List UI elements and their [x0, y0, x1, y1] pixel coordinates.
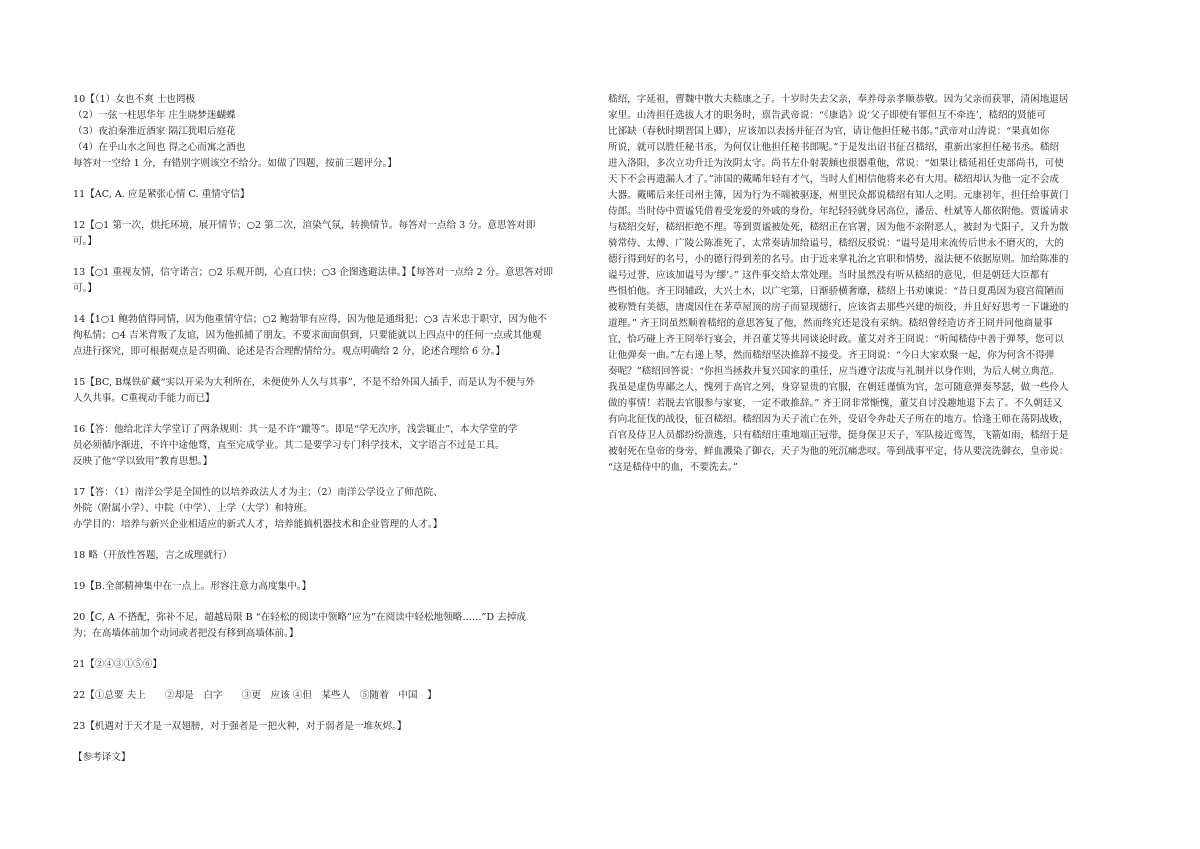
answer-line: 17【答：（1）南洋公学是全国性的以培养政法人才为主；（2）南洋公学设立了师范院、: [73, 487, 443, 498]
translation-line: 有向北征伐的战役，征召嵇绍。嵇绍因为天子流亡在外，受诏令奔赴天子所在的地方。恰逢王师在荡阴战败，: [608, 414, 1069, 425]
answer-paragraph: [73, 218, 603, 250]
answer-paragraph: [73, 92, 603, 172]
answer-line: 反映了他“学以致用”教育思想。】: [73, 456, 213, 467]
answer-line: 徇私情；○4 吉米背叛了友谊，因为他抓捕了朋友。不要求面面俱到，只要能就以上四点中的任何一点或其他观: [73, 330, 542, 341]
answer-line: 20【C, A 不搭配，弥补不足，超越局限 B “在轻松的阅读中领略”应为”在阅读中轻松地领略……”D 去掉成: [73, 612, 526, 623]
answer-line: 12【○1 第一次，烘托环境，展开情节；○2 第二次，渲染气氛，转换情节。每答对一点给 3 分。意思答对即: [73, 220, 536, 231]
translation-line: 宜，恰巧碰上齐王冏举行宴会，并召董艾等共同谈论时政。董艾对齐王冏说：“听闻嵇侍中善于弹琴，您可以: [608, 334, 1064, 345]
translation-line: 骑常侍、太傅、广陵公陈准死了，太常奏请加给谥号，嵇绍反驳说：“谥号是用来流传后世永不磨灭的，大的: [608, 238, 1064, 249]
answer-line: 办学目的：培养与新兴企业相适应的新式人才，培养能搞机器技术和企业管理的人才。】: [73, 519, 443, 530]
answer-key-column: [73, 92, 603, 766]
answer-line: 员必须循序渐进，不许中途他骛，直至完成学业。其二是要学习专门科学技术，文字语言不过是工具。: [73, 440, 505, 451]
answer-line: 可。】: [73, 236, 97, 247]
answer-line: 18 略（开放性答题，言之成理就行）: [73, 550, 233, 561]
answer-line: 可。】: [73, 283, 97, 294]
answer-paragraph: [73, 265, 603, 297]
answer-line: 10【（1）女也不爽 士也罔极: [73, 94, 196, 105]
answer-line: 23【机遇对于天才是一双翅膀，对于强者是一把火种，对于弱者是一堆灰烬。】: [73, 721, 407, 732]
answer-line: 【参考译文】: [73, 752, 131, 763]
translation-line: 让他弹奏一曲。”左右递上琴，然而嵇绍坚决推辞不接受。齐王冏说：“今日大家欢聚一起，你为何含不得弹: [608, 350, 1055, 361]
answer-line: 点进行探究，即可根据观点是否明确、论述是否合理酌情给分。观点明确给 2 分，论述合理给 6 分。】: [73, 346, 506, 357]
answer-line: 22【①总要 夫上 ②却是 白字 ③更 应该 ④但 某些人 ⑤随着 中国 】: [73, 690, 437, 701]
answer-paragraph: [73, 688, 603, 704]
answer-line: （4）在乎山水之间也 得之心而寓之酒也: [73, 142, 246, 153]
answer-paragraph: [73, 422, 603, 470]
answer-line: （3）夜泊秦淮近酒家 隔江犹唱后庭花: [73, 126, 236, 137]
answer-paragraph: [73, 312, 603, 360]
translation-line: 与嵇绍交好，嵇绍拒绝不理。等到贾谧被处死，嵇绍正在官署，因为他不亲附恶人，被封为弋阳子，又升为散: [608, 222, 1069, 233]
translation-line: 奏呢？”嵇绍回答说：“你担当拯救并复兴国家的重任，应当遵守法度与礼制并以身作则，为后人树立典范。: [608, 366, 1060, 377]
answer-line: 11【AC, A. 应是紧张心情 C. 重情守信】: [73, 189, 250, 200]
answer-paragraph: [73, 579, 603, 595]
translation-line: 我虽是虚伪卑鄙之人，愧列于高官之列，身穿显贵的官服，在朝廷谨慎为官，怎可随意弹奏琴瑟，做一些伶人: [608, 382, 1069, 393]
answer-paragraph: [73, 750, 603, 766]
answer-line: 为；在高墙体前加个动词或者把没有移到高墙体前。】: [73, 628, 299, 639]
answer-line: 21【②④③①⑤⑥】: [73, 659, 162, 670]
answer-line: 16【答：他给北洋大学堂订了两条规则：其一是不许“躐等”。即是“学无次序，浅尝辄止”，本大学堂的学: [73, 424, 518, 435]
answer-line: 每答对一空给 1 分，有错别字则该空不给分。如做了四题，按前三题评分。】: [73, 158, 397, 169]
answer-line: 14【1○1 鲍勃值得同情，因为他重情守信；○2 鲍勃罪有应得，因为他是通缉犯；○3 吉米忠于职守，因为他不: [73, 314, 547, 325]
translation-line: 侍郎。当时侍中贾谧凭借着受宠爱的外戚的身份，年纪轻轻就身居高位，潘岳、杜斌等人都依附他。贾谧请求: [608, 206, 1069, 217]
answer-paragraph: [73, 610, 603, 642]
translation-line: 做的事情！若脱去官服参与家宴，一定不敢推辞。” 齐王冏非常惭愧，董艾自讨没趣地退下去了。不久朝廷又: [608, 398, 1063, 409]
answer-paragraph: [73, 548, 603, 564]
translation-line: 百官及侍卫人员都纷纷溃逃，只有嵇绍庄重地端正冠带，挺身保卫天子，军队接近鸾驾，飞箭如雨，嵇绍于是: [608, 430, 1069, 441]
translation-line: 些惧怕他。齐王冏辅政，大兴土木，以广宅第，日渐骄横奢靡，嵇绍上书劝谏说：“昔日夏禹因为寝宫简陋而: [608, 286, 1064, 297]
translation-line: 谥号过誉，应该加谥号为‘缪’。” 这件事交给太常处理。当时虽然没有听从嵇绍的意见，但是朝廷大臣都有: [608, 270, 1049, 281]
answer-line: 15【BC, B煤铁矿藏“实以开采为大利所在，未便使外人久与其事”，不是不给外国人插手，而是认为不便与外: [73, 377, 535, 388]
answer-paragraph: [73, 375, 603, 407]
reference-translation-column: [608, 92, 1145, 476]
answer-paragraph: [73, 719, 603, 735]
translation-line: 道理。” 齐王冏虽然顺着嵇绍的意思答复了他，然而终究还是没有采纳。嵇绍曾经造访齐王冏并同他商量事: [608, 318, 1053, 329]
answer-line: 19【B.全部精神集中在一点上。形容注意力高度集中。】: [73, 581, 312, 592]
translation-line: 家里。山涛担任选拔人才的职务时，禀告武帝说：“《康诰》说‘父子即使有罪但互不牵连’，嵇绍的贤能可: [608, 110, 1046, 121]
translation-line: 进入洛阳，多次立功升迁为汝阴太守。尚书左仆射裴頠也很器重他，常说：“如果让嵇延祖任吏部尚书，可使: [608, 158, 1064, 169]
translation-line: 德行得到好的名号，小的德行得到差的名号。由于近来掌礼治之官职和情势，溢法便不依据原则。加给陈准的: [608, 254, 1069, 265]
answer-paragraph: [73, 187, 603, 203]
answer-line: 人久共事。C重视动手能力而已】: [73, 393, 215, 404]
answer-line: 13【○1 重视友情，信守诺言；○2 乐观开朗，心直口快；○3 企图逃避法律。】【每答对一点给 2 分。意思答对即: [73, 267, 553, 278]
translation-line: 比郤缺（春秋时期晋国上卿），应该加以表扬并征召为官，请让他担任秘书郎。”武帝对山涛说：“果真如你: [608, 126, 1050, 137]
answer-paragraph: [73, 657, 603, 673]
translation-line: 被称赞有美德，唐虞因住在茅草屋顶的房子而显现德行，应该省去那些兴建的烦役，并且好好思考一下谦逊的: [608, 302, 1069, 313]
translation-line: 所说，就可以胜任秘书丞，为何仅让他担任秘书郎呢。”于是发出诏书征召嵇绍，重新出家担任秘书丞。嵇绍: [608, 142, 1060, 153]
translation-line: 被射死在皇帝的身旁，鲜血溅染了御衣，天子为他的死沉痛悲叹。等到战事平定，侍从要浣洗御衣，皇帝说：: [608, 446, 1069, 457]
translation-line: “这是嵇侍中的血，不要洗去。”: [608, 462, 738, 473]
answer-paragraph: [73, 485, 603, 533]
translation-line: 天下不会再遗漏人才了。”沛国的戴晞年轻有才气，当时人们相信他将来必有大用。嵇绍却认为他一定不会成: [608, 174, 1060, 185]
translation-line: 嵇绍，字延祖，曹魏中散大夫嵇康之子。十岁时失去父亲，奉养母亲孝顺恭敬。因为父亲而获罪，清闲地退居: [608, 94, 1069, 105]
answer-line: 外院（附属小学）、中院（中学）、上学（大学）和特班。: [73, 503, 313, 514]
answer-line: （2）一弦一柱思华年 庄生晓梦迷蝴蝶: [73, 110, 236, 121]
translation-line: 大器。戴晞后来任司州主簿，因为行为不端被驱逐，州里民众都说嵇绍有知人之明。元康初年，担任给事黄门: [608, 190, 1069, 201]
